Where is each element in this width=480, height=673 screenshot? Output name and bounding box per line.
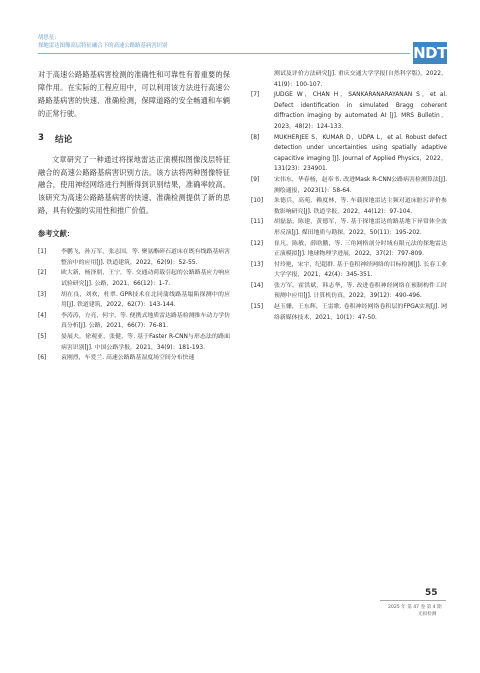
page-number: 55	[425, 588, 438, 598]
running-header-author: 胡思星：	[38, 35, 60, 41]
journal-logo: NDT	[413, 44, 447, 62]
reference-number: [2]	[38, 270, 47, 277]
reference-item	[251, 175, 447, 196]
reference-number: [15]	[251, 304, 264, 311]
reference-item	[251, 260, 447, 281]
footer-divider	[380, 600, 446, 601]
section-title: 结论	[54, 134, 73, 145]
reference-number: [13]	[251, 261, 264, 268]
reference-list-left	[38, 247, 230, 364]
reference-list-right	[251, 69, 447, 323]
section-number: 3	[38, 132, 44, 143]
reference-text: 赵玉姗，王东辉，王雷歌. 卷积神经网络卷积层的FPGA实现[J]. 网络新媒体技术，2021，10(1)：47-50.	[274, 304, 447, 321]
header-divider	[38, 53, 410, 54]
right-column	[251, 69, 447, 323]
reference-item	[251, 302, 447, 323]
reference-text: 袁刚烈，车爱兰. 高速公路路基湿度场空间分布快速	[61, 355, 195, 362]
reference-text: 朱德兵，高苑，赖度林，等. 车载探地雷达主频对道床脏污评价参数影响研究[J]. 铁道学报，2022，44(12)：97-104.	[274, 198, 447, 215]
reference-item	[251, 133, 447, 175]
reference-item	[38, 332, 230, 353]
conclusion-paragraph: 文章研究了一种通过将探地雷达正演模拟图像浅层特征融合的高速公路路基病害识别方法。该方法将两种图像特征融合，使用神经网络进行判断得到识别结果，准确率较高。该研究为高速公路路基病害的快速、准确检测提供了新的思路，具有较强的实用性和推广价值。	[38, 154, 230, 216]
reference-item	[251, 217, 447, 238]
reference-number: [10]	[251, 198, 264, 205]
reference-item	[251, 281, 447, 302]
reference-item	[251, 239, 447, 260]
reference-item	[251, 69, 447, 90]
reference-number: [14]	[251, 282, 264, 289]
reference-item	[38, 311, 230, 332]
reference-text: MUKHERJEE S，KUMAR D，UDPA L，et al. Robust defect detection under uncertainties using spatially adaptive capacitive imaging [J]. Journal of Applied Physics，2022，131(23)：234901.	[274, 134, 447, 173]
reference-text: 崔凡，陈敏，薛晗鹏，等. 三角网格剖分时域有限元法的探地雷达正演模拟[J]. 地球物理学进展，2022，37(2)：797-809.	[274, 240, 447, 258]
reference-text: 胡磊磊，陈建，黄德军，等. 基于探地雷达的路基地下异常体全波形反演[J]. 煤田地质与勘探，2022，50(11)：195-202.	[274, 219, 447, 236]
reference-item	[38, 290, 230, 311]
reference-number: [5]	[38, 333, 47, 340]
reference-number: [8]	[251, 134, 260, 141]
reference-text-continued: 测试及评价方法研究[J]. 重庆交通大学学报(自然科学版)，2022，41(9)：100-107.	[274, 71, 447, 88]
reference-item	[251, 90, 447, 132]
reference-text: 宋伟东，华春杨，赵奉书. 改进Mask R-CNN公路病害检测算法[J]. 测绘通报，2023(1)：58-64.	[274, 176, 447, 194]
reference-item	[251, 196, 447, 217]
left-column	[38, 69, 230, 364]
reference-item	[38, 268, 230, 289]
reference-text: 张方军，霍洪斌，韩志华，等. 改进卷积神经网络在预制构件工时预测中应用[J]. 计算机仿真，2022，39(12)：490-496.	[274, 282, 447, 300]
reference-number: [9]	[251, 176, 260, 183]
references-heading: 参考文献：	[38, 229, 74, 239]
running-header-title: 探地雷达图像高层特征融合下的高速公路路基病害识别	[38, 43, 168, 49]
reference-number: [1]	[38, 249, 47, 256]
reference-number: [3]	[38, 291, 47, 298]
reference-text: 付玲艳，宋宇，纪超群. 基于卷积神经网络的目标检测[J]. 长春工业大学学报，2021，42(4)：345-351.	[274, 261, 447, 279]
reference-text: 欧大新，杨泽朋，王宁，等. 交通动荷载引起的公路路基应力响应试验研究[J]. 公路，2021，66(12)：1-7.	[61, 270, 230, 287]
section-heading	[38, 133, 230, 145]
footer-journal-name: 无损检测	[418, 612, 437, 617]
reference-number: [6]	[38, 355, 47, 362]
footer-issue: 2025 年 第 47 卷 第 4 期	[388, 605, 442, 610]
reference-number: [4]	[38, 312, 47, 319]
reference-text: 李涛涛，方亮，何宇，等. 便携式地质雷达路基检测推车动力学仿真分析[J]. 公路，2021，66(7)：76-81.	[61, 312, 230, 330]
reference-text: 胡在良，刘欢，杜翠. GPR技术在北同蒲线路基塌陷探测中的应用[J]. 铁道建筑，2022，62(7)：143-144.	[61, 291, 230, 309]
intro-paragraph: 对于高速公路路基病害检测的准确性和可靠性有着重要的保障作用。在实际的工程应用中，可以利用该方法进行高速公路路基病害的快速、准确检测，保障道路的安全畅通和车辆的正常行驶。	[38, 70, 230, 118]
reference-text: 李鹏飞，孙万军，张志国，等. 聚氨酯碎石道床在既有线路基病害整治中的应用[J]. 铁道建筑，2022，62(9)：52-55.	[61, 249, 230, 266]
reference-item	[38, 247, 230, 268]
reference-text: JUDGE W，CHAN H，SANKARANARAYANAN S，et al. Defect identification in simulated Bragg coherent diffraction imaging by automated AI [J]. MRS Bulletin，2023，48(2)：124-133.	[274, 92, 447, 130]
reference-number: [7]	[251, 92, 260, 99]
reference-text: 晏展夫，徐观亚，张健，等. 基于Faster R-CNN与形态法的路面病害识别[J]. 中国公路学报，2021，34(9)：181-193.	[61, 333, 230, 351]
reference-number: [11]	[251, 219, 264, 226]
reference-number: [12]	[251, 240, 264, 247]
reference-item	[38, 353, 230, 364]
